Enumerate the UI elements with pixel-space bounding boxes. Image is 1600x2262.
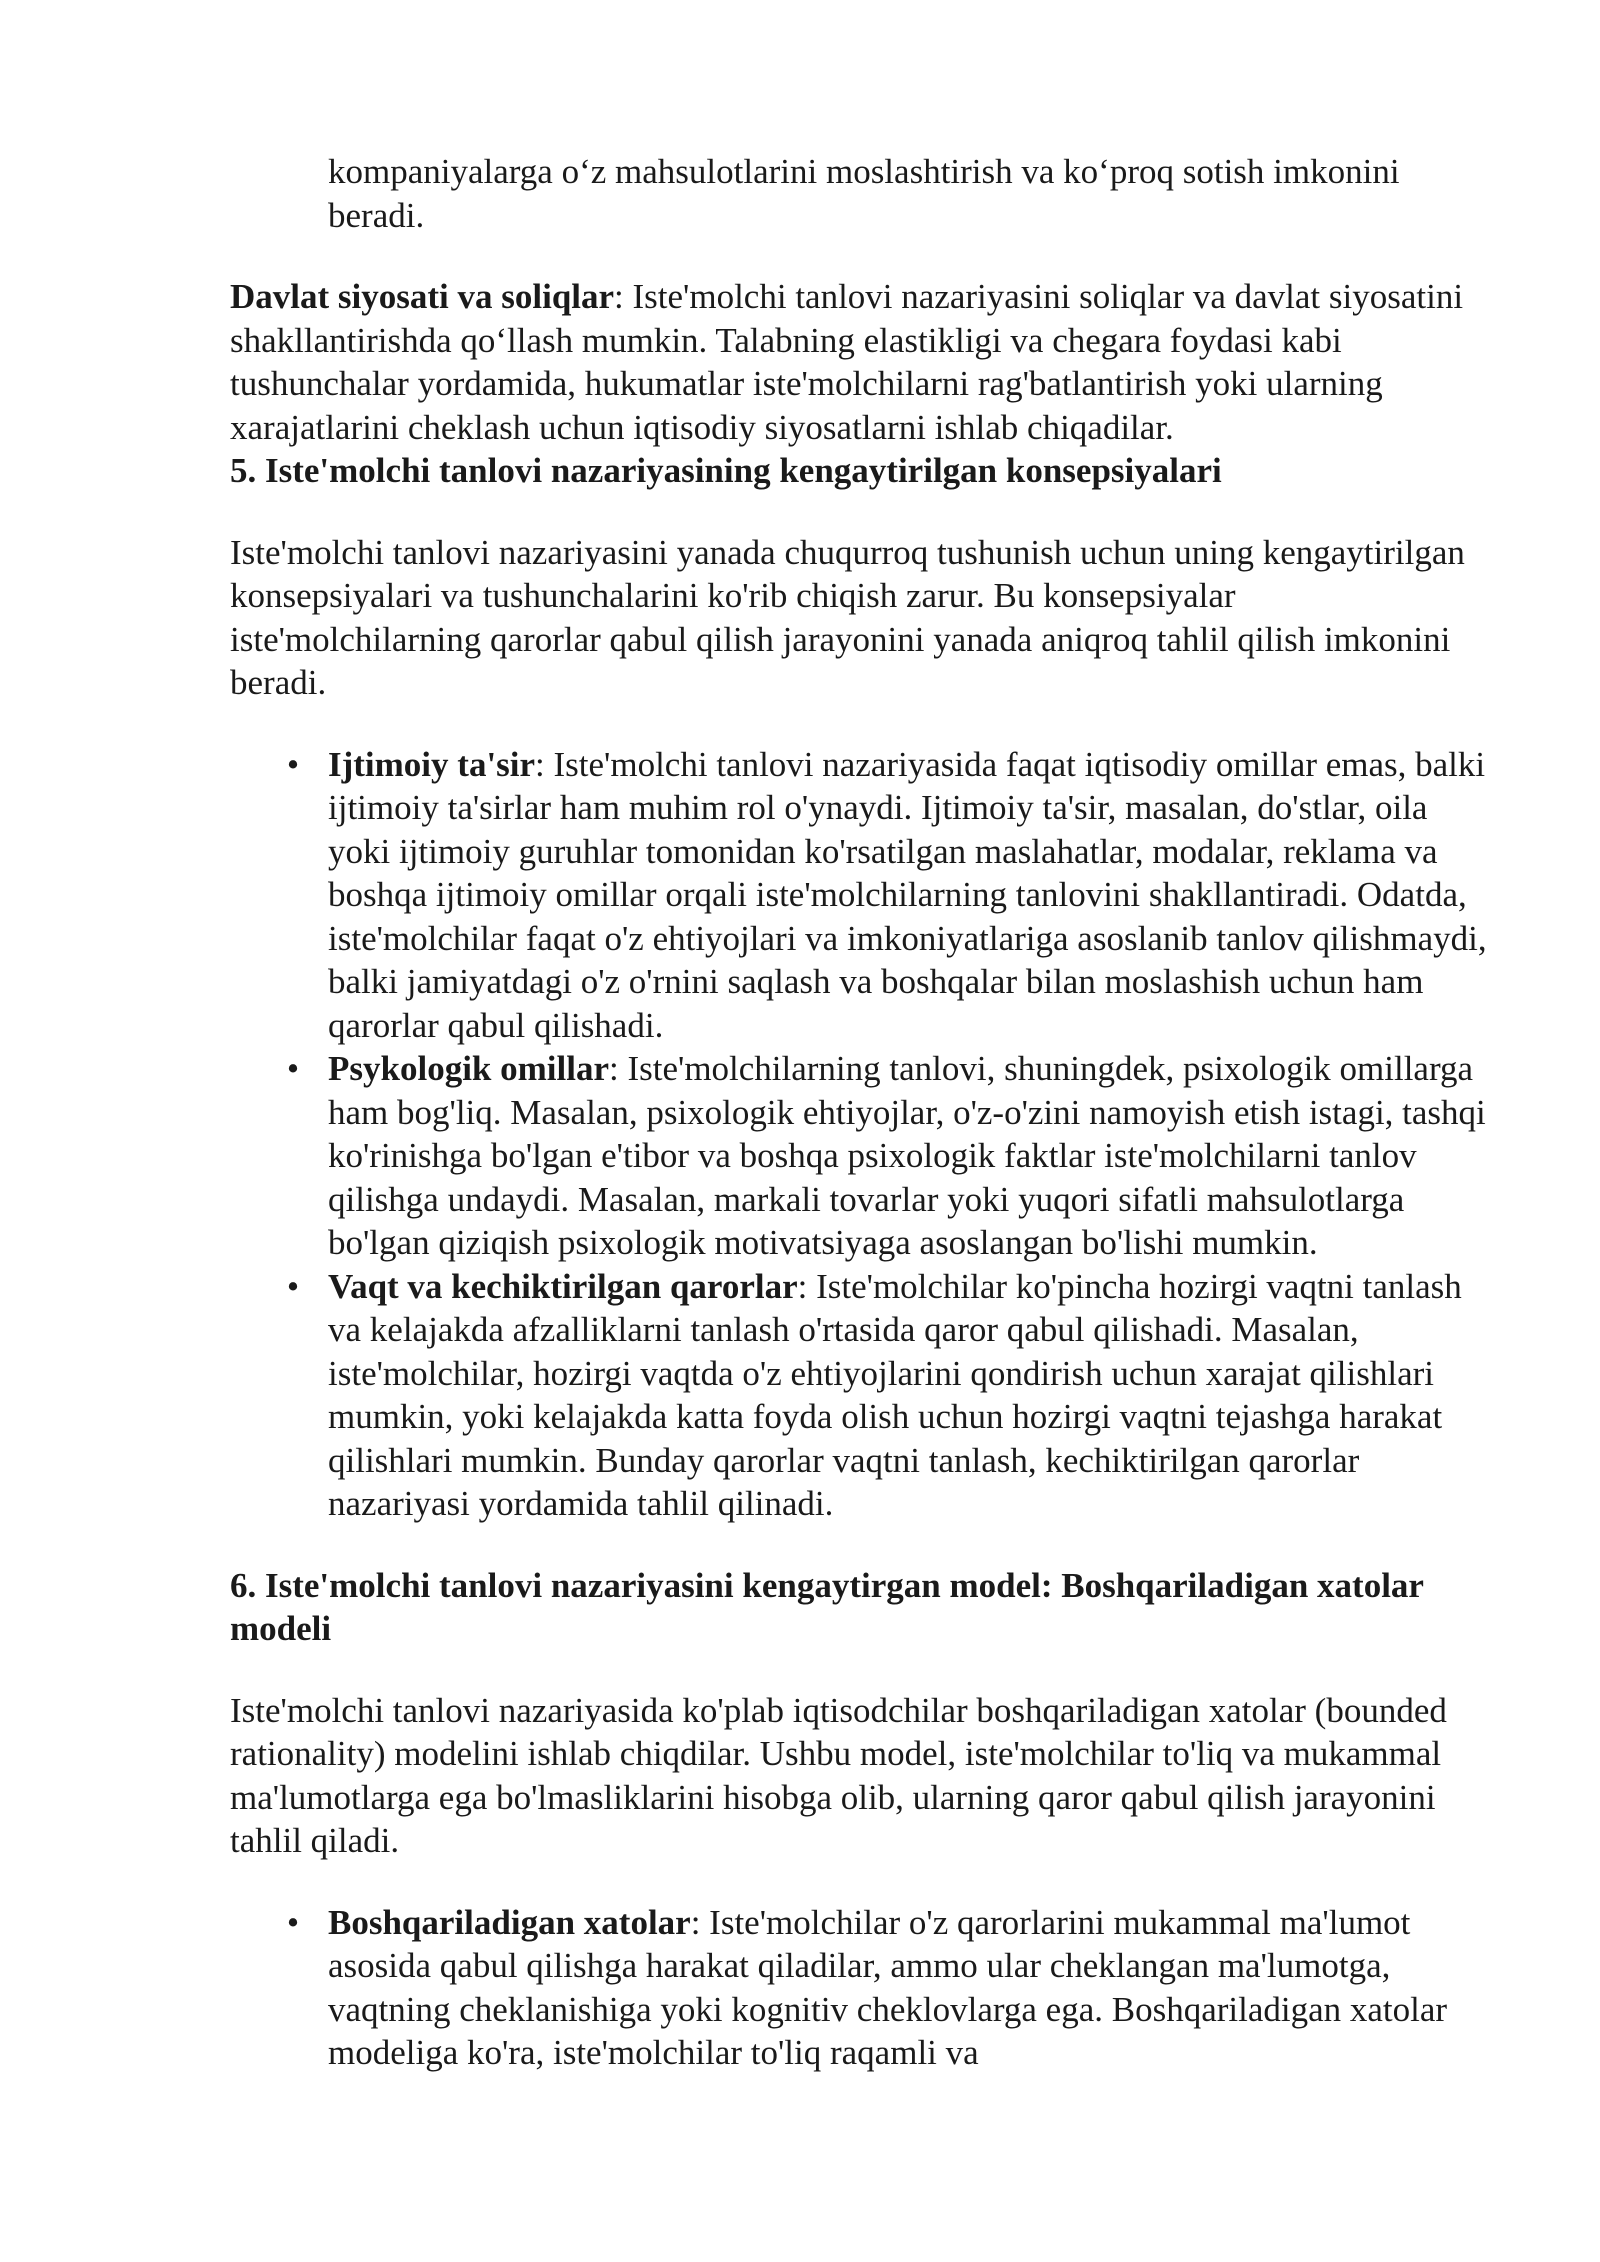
bullet-marker: • xyxy=(286,1902,300,1942)
list-item xyxy=(230,1265,1495,1526)
davlat-paragraph xyxy=(230,275,1495,449)
list-item-term: Vaqt va kechiktirilgan qarorlar xyxy=(328,1266,798,1306)
section-6-list xyxy=(230,1901,1495,2075)
list-item-text: : Iste'molchi tanlovi nazariyasida faqat iqtisodiy omillar emas, balki ijtimoiy ta'sirlar ham muhim rol o'ynaydi. Ijtimoiy ta'sir, masalan, do'stlar, oila yoki ijtimoiy guruhlar tomonidan ko'rsatilgan maslahatlar, modalar, reklama va boshqa ijtimoiy omillar orqali iste'molchilarning tanlovini shakllantiradi. Odatda, iste'molchilar faqat o'z ehtiyojlari va imkoniyatlariga asoslanib tanlov qilishmaydi, balki jamiyatdagi o'z o'rnini saqlash va boshqalar bilan moslashish uchun ham qarorlar qabul qilishadi. xyxy=(328,744,1487,1045)
bullet-marker: • xyxy=(286,1049,300,1088)
davlat-text: : Iste'molchi tanlovi nazariyasini soliqlar va davlat siyosatini shakllantirishda qo‘llash mumkin. Talabning elastikligi va chegara foydasi kabi tushunchalar yordamida, hukumatlar iste'molchilarni rag'batlantirish yoki ularning xarajatlarini cheklash uchun iqtisodiy siyosatlarni ishlab chiqadilar. xyxy=(230,277,1464,447)
section-5-heading: 5. Iste'molchi tanlovi nazariyasining kengaytirilgan konsepsiyalari xyxy=(230,451,1222,490)
list-item-text: : Iste'molchilarning tanlovi, shuningdek, psixologik omillarga ham bog'liq. Masalan, psixologik ehtiyojlar, o'z-o'zini namoyish etish istagi, tashqi ko'rinishga bo'lgan e'tibor va boshqa psixologik faktlar iste'molchilarni tanlov qilishga undaydi. Masalan, markali tovarlar yoki yuqori sifatli mahsulotlarga bo'lgan qiziqish psixologik motivatsiyaga asoslangan bo'lishi mumkin. xyxy=(328,1049,1486,1262)
section-6-heading: 6. Iste'molchi tanlovi nazariyasini kengaytirgan model: Boshqariladigan xatolar modeli xyxy=(230,1565,1424,1648)
section-5-intro: Iste'molchi tanlovi nazariyasini yanada chuqurroq tushunish uchun uning kengaytirilgan konsepsiyalari va tushunchalarini ko'rib chiqish zarur. Bu konsepsiyalar iste'molchilarning qarorlar qabul qilish jarayonini yanada aniqroq tahlil qilish imkonini beradi. xyxy=(230,532,1465,702)
bullet-marker: • xyxy=(286,744,300,784)
intro-continuation: kompaniyalarga o‘z mahsulotlarini moslashtirish va ko‘proq sotish imkonini beradi. xyxy=(328,152,1400,235)
bullet-marker: • xyxy=(286,1266,300,1306)
list-item-text: : Iste'molchilar o'z qarorlarini mukammal ma'lumot asosida qabul qilishga harakat qiladilar, ammo ular cheklangan ma'lumotga, vaqtning cheklanishiga yoki kognitiv cheklovlarga ega. Boshqariladigan xatolar modeliga ko'ra, iste'molchilar to'liq raqamli va xyxy=(328,1902,1448,2072)
list-item-term: Ijtimoiy ta'sir xyxy=(328,744,536,784)
list-item-term: Psykologik omillar xyxy=(328,1049,609,1088)
list-item xyxy=(230,743,1495,1048)
section-6-intro: Iste'molchi tanlovi nazariyasida ko'plab iqtisodchilar boshqariladigan xatolar (bounded rationality) modelini ishlab chiqdilar. Ushbu model, iste'molchilar to'liq va mukammal ma'lumotlarga ega bo'lmasliklarini hisobga olib, ularning qaror qabul qilish jarayonini tahlil qiladi. xyxy=(230,1690,1447,1860)
list-item-term: Boshqariladigan xatolar xyxy=(328,1902,691,1942)
section-5-list xyxy=(230,743,1495,1526)
davlat-term: Davlat siyosati va soliqlar xyxy=(230,277,615,316)
list-item xyxy=(230,1047,1495,1265)
list-item xyxy=(230,1901,1495,2075)
list-item-text: : Iste'molchilar ko'pincha hozirgi vaqtni tanlash va kelajakda afzalliklarni tanlash o'rtasida qaror qabul qilishadi. Masalan, iste'molchilar, hozirgi vaqtda o'z ehtiyojlarini qondirish uchun xarajat qilishlari mumkin, yoki kelajakda katta foyda olish uchun hozirgi vaqtni tejashga harakat qilishlari mumkin. Bunday qarorlar vaqtni tanlash, kechiktirilgan qarorlar nazariyasi yordamida tahlil qilinadi. xyxy=(328,1266,1462,1523)
document-page xyxy=(230,150,1495,2075)
